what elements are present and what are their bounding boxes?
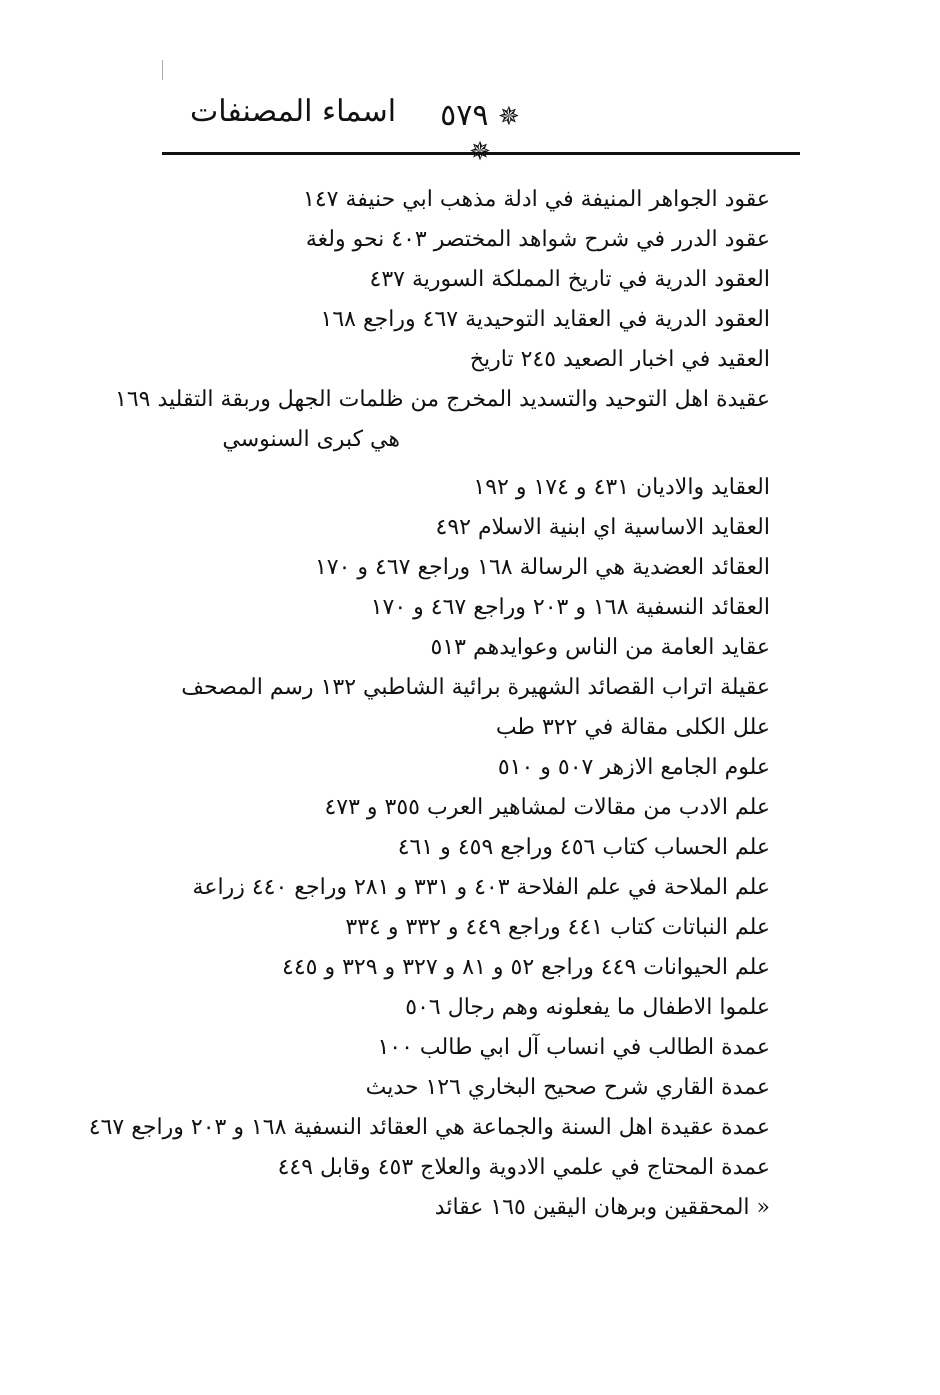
index-entry: العقائد النسفية ١٦٨ و ٢٠٣ وراجع ٤٦٧ و ١٧٠ bbox=[370, 595, 770, 620]
page-edge-mark bbox=[162, 60, 163, 80]
index-entry: علوم الجامع الازهر ٥٠٧ و ٥١٠ bbox=[497, 755, 770, 780]
index-entry: عقيدة اهل التوحيد والتسديد المخرج من ظلمات الجهل وربقة التقليد ١٦٩ bbox=[115, 387, 770, 412]
section-title: اسماء المصنفات bbox=[190, 94, 397, 129]
index-entry: علم الحساب كتاب ٤٥٦ وراجع ٤٥٩ و ٤٦١ bbox=[397, 835, 770, 860]
index-entry: العقيد في اخبار الصعيد ٢٤٥ تاريخ bbox=[469, 347, 770, 372]
page-number: ٥٧٩ bbox=[440, 98, 489, 133]
index-entry: العقايد والاديان ٤٣١ و ١٧٤ و ١٩٢ bbox=[473, 475, 770, 500]
index-entry: عقود الدرر في شرح شواهد المختصر ٤٠٣ نحو ولغة bbox=[305, 227, 770, 252]
index-entry: عمدة عقيدة اهل السنة والجماعة هي العقائد النسفية ١٦٨ و ٢٠٣ وراجع ٤٦٧ bbox=[88, 1115, 770, 1140]
index-entry: علل الكلى مقالة في ٣٢٢ طب bbox=[495, 715, 770, 740]
index-entry: علم النباتات كتاب ٤٤١ وراجع ٤٤٩ و ٣٣٢ و ٣٣٤ bbox=[345, 915, 770, 940]
index-entry: عقود الجواهر المنيفة في ادلة مذهب ابي حنيفة ١٤٧ bbox=[303, 187, 770, 212]
page-number-group bbox=[428, 98, 532, 168]
index-entry: علم الملاحة في علم الفلاحة ٤٠٣ و ٣٣١ و ٢٨١ وراجع ٤٤٠ زراعة bbox=[192, 875, 770, 900]
index-entry: علموا الاطفال ما يفعلونه وهم رجال ٥٠٦ bbox=[405, 995, 770, 1020]
index-entry: « المحققين وبرهان اليقين ١٦٥ عقائد bbox=[434, 1195, 770, 1220]
index-entry: علم الادب من مقالات لمشاهير العرب ٣٥٥ و ٤٧٣ bbox=[324, 795, 770, 820]
index-entry: عمدة الطالب في انساب آل ابي طالب ١٠٠ bbox=[377, 1035, 770, 1060]
index-entries bbox=[88, 180, 770, 1228]
index-entry: العقود الدرية في تاريخ المملكة السورية ٤٣٧ bbox=[369, 267, 770, 292]
index-entry: عقيلة اتراب القصائد الشهيرة برائية الشاطبي ١٣٢ رسم المصحف bbox=[181, 675, 770, 700]
index-entry: عقايد العامة من الناس وعوايدهم ٥١٣ bbox=[430, 635, 770, 660]
index-entry-continuation: هي كبرى السنوسي bbox=[222, 427, 400, 452]
index-entry: العقود الدرية في العقايد التوحيدية ٤٦٧ وراجع ١٦٨ bbox=[320, 307, 770, 332]
ornament-icon: ✵ bbox=[498, 102, 520, 132]
index-entry: عمدة المحتاج في علمي الادوية والعلاج ٤٥٣ وقابل ٤٤٩ bbox=[277, 1155, 770, 1180]
page-header bbox=[160, 88, 800, 144]
index-entry: العقائد العضدية هي الرسالة ١٦٨ وراجع ٤٦٧ و ١٧٠ bbox=[314, 555, 770, 580]
index-entry: العقايد الاساسية اي ابنية الاسلام ٤٩٢ bbox=[435, 515, 770, 540]
index-entry: علم الحيوانات ٤٤٩ وراجع ٥٢ و ٨١ و ٣٢٧ و ٣٢٩ و ٤٤٥ bbox=[282, 955, 770, 980]
header-rule bbox=[162, 152, 800, 155]
index-entry: عمدة القاري شرح صحيح البخاري ١٢٦ حديث bbox=[365, 1075, 770, 1100]
